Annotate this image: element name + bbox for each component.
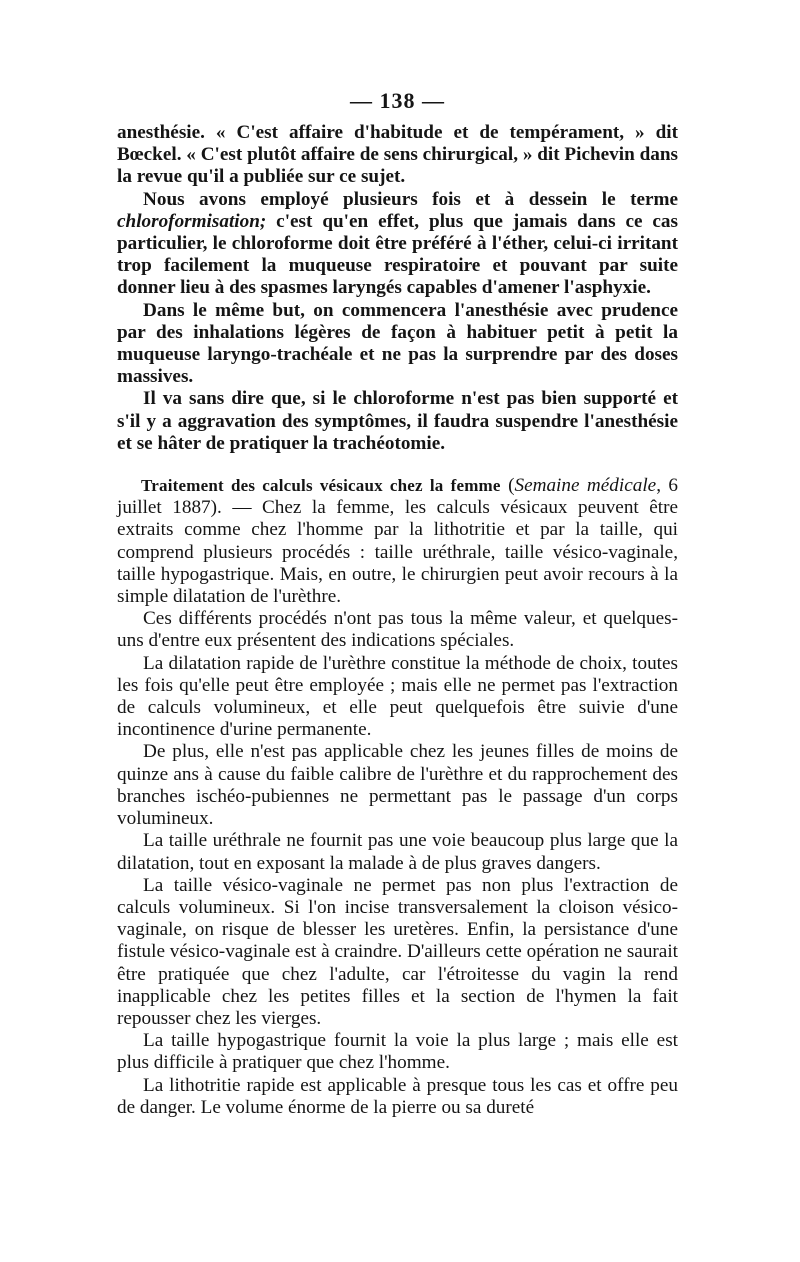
paragraph: Ces différents procédés n'ont pas tous la même valeur, et quelques-uns d'entre eux présentent des indications spéciales.: [117, 608, 678, 652]
paragraph: [117, 189, 678, 300]
paragraph: La taille uréthrale ne fournit pas une voie beaucoup plus large que la dilatation, tout en exposant la malade à de plus graves dangers.: [117, 830, 678, 874]
vesical-calculi-section: [117, 475, 678, 1119]
paragraph: Il va sans dire que, si le chloroforme n'est pas bien supporté et s'il y a aggravation des symptômes, il faudra suspendre l'anesthésie et se hâter de pratiquer la trachéotomie.: [117, 388, 678, 454]
paragraph: La lithotritie rapide est applicable à presque tous les cas et offre peu de danger. Le volume énorme de la pierre ou sa dureté: [117, 1074, 678, 1118]
section-heading: Traitement des calculs vésicaux chez la femme: [141, 476, 501, 496]
paragraph: La taille vésico-vaginale ne permet pas non plus l'extraction de calculs volumineux. Si l'on incise transversalement la cloison vésico-vaginale, on risque de blesser les uretères. Enfin, la persistance d'une fistule vésico-vaginale est à craindre. D'ailleurs cette opération ne saurait être pratiquée que chez l'adulte, car l'étroitesse du vagin la rend inapplicable chez les petites filles et la section de l'hymen la fait repousser chez les vierges.: [117, 874, 678, 1029]
page-number: — 138 —: [350, 88, 445, 113]
book-page: [117, 88, 678, 1119]
paragraph: [117, 475, 678, 608]
paragraph: anesthésie. « C'est affaire d'habitude et de tempérament, » dit Bœckel. « C'est plutôt affaire de sens chirurgical, » dit Pichevin dans la revue qu'il a publiée sur ce sujet.: [117, 122, 678, 188]
paragraph: La taille hypogastrique fournit la voie la plus large ; mais elle est plus difficile à pratiquer que chez l'homme.: [117, 1030, 678, 1074]
paragraph-text: (: [500, 475, 515, 497]
paragraph-text: Nous avons employé plusieurs fois et à dessein le terme: [143, 188, 678, 210]
source-title: Semaine médicale: [514, 475, 657, 497]
italic-term: chloroformisation;: [117, 210, 267, 232]
paragraph: La dilatation rapide de l'urèthre constitue la méthode de choix, toutes les fois qu'elle peut être employée ; mais elle ne permet pas l'extraction de calculs volumineux, et elle peut quelquefois être suivie d'une incontinence d'urine permanente.: [117, 652, 678, 741]
anesthesia-section: [117, 122, 678, 455]
paragraph: De plus, elle n'est pas applicable chez les jeunes filles de moins de quinze ans à cause du faible calibre de l'urèthre et du rapprochement des branches ischéo-pubiennes ne permettant pas le passage d'un corps volumineux.: [117, 741, 678, 830]
paragraph-text: , 6 juillet 1887). — Chez la femme, les calculs vésicaux peuvent être extraits comme chez l'homme par la lithotritie et par la taille, qui comprend plusieurs procédés : taille uréthrale, taille vésico-vaginale, taille hypogastrique. Mais, en outre, le chirurgien peut avoir recours à la simple dilatation de l'urèthre.: [117, 475, 679, 608]
paragraph-text: c'est qu'en effet, plus que jamais dans ce cas particulier, le chloroforme doit être préféré à l'éther, celui-ci irritant trop facilement la muqueuse respiratoire et pouvant par suite donner lieu à des spasmes laryngés capables d'amener l'asphyxie.: [117, 210, 678, 299]
paragraph: Dans le même but, on commencera l'anesthésie avec prudence par des inhalations légères de façon à habituer petit à petit la muqueuse laryngo-trachéale et ne pas la surprendre par des doses massives.: [117, 299, 678, 388]
